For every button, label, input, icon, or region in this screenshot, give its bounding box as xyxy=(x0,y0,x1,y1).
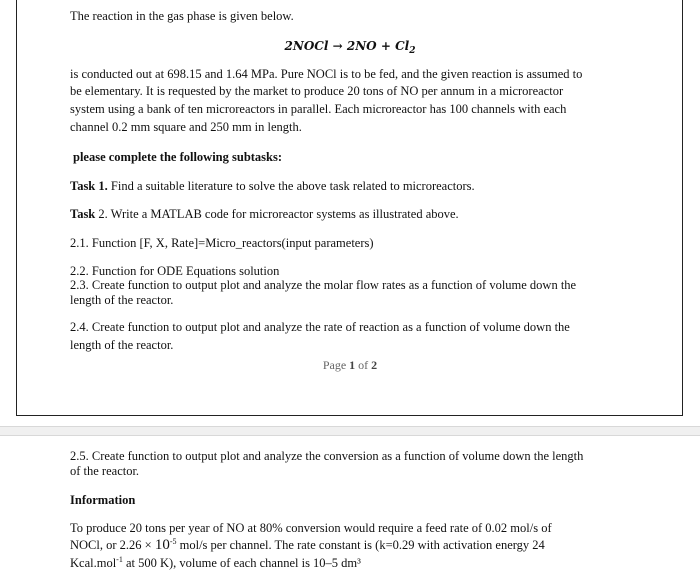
item-2-5-line-2: of the reactor. xyxy=(70,464,140,478)
equation-plus: + xyxy=(380,39,391,53)
equation-arrow: → xyxy=(332,39,343,53)
reaction-equation xyxy=(0,38,700,59)
equation-product-cl: $Cl_2$ xyxy=(395,39,416,56)
task-1: Task 1. Find a suitable literature to solve the above task related to microreactors. xyxy=(70,179,475,193)
item-2-3-line-1: 2.3. Create function to output plot and analyze the molar flow rates as a function of volume down the xyxy=(70,278,577,292)
item-2-3-line-2: length of the reactor. xyxy=(70,293,174,307)
equation-reactant: 2NOCl xyxy=(284,39,329,53)
info-line-1: To produce 20 tons per year of NO at 80% conversion would require a feed rate of 0.02 mol/s of xyxy=(70,521,552,535)
description-line-3: system using a bank of ten microreactors in parallel. Each microreactor has 100 channels with each xyxy=(70,102,567,116)
subtasks-heading: please complete the following subtasks: xyxy=(73,150,283,164)
description-line-2: be elementary. It is requested by the market to produce 20 tons of NO per annum in a microreactor xyxy=(70,84,564,98)
info-line-3: Kcal.mol$^{-1}$ at 500 K), volume of each channel is 10–5 dm³ xyxy=(70,555,361,570)
information-heading: Information xyxy=(70,493,136,507)
info-line-2: NOCl, or $2.26 \times 10^{-5}$ mol/s per channel. The rate constant is (k=0.29 with activation energy 24 xyxy=(70,537,545,553)
page-separator xyxy=(0,426,700,436)
task-2: Task 2. Write a MATLAB code for microreactor systems as illustrated above. xyxy=(70,207,459,221)
item-2-2: 2.2. Function for ODE Equations solution xyxy=(70,264,280,278)
intro-text: The reaction in the gas phase is given below. xyxy=(70,9,294,23)
page-number: Page 1 of 2 xyxy=(322,358,378,372)
item-2-5-line-1: 2.5. Create function to output plot and analyze the conversion as a function of volume down the length xyxy=(70,449,584,463)
item-2-4-line-1: 2.4. Create function to output plot and analyze the rate of reaction as a function of volume down the xyxy=(70,320,570,334)
description-line-4: channel 0.2 mm square and 250 mm in length. xyxy=(70,120,302,134)
item-2-1: 2.1. Function [F, X, Rate]=Micro_reactors(input parameters) xyxy=(70,236,374,250)
equation-product-no: 2NO xyxy=(346,39,377,53)
item-2-4-line-2: length of the reactor. xyxy=(70,338,174,352)
description-line-1: is conducted out at 698.15 and 1.64 MPa. Pure NOCl is to be fed, and the given reaction is assumed to xyxy=(70,67,583,81)
